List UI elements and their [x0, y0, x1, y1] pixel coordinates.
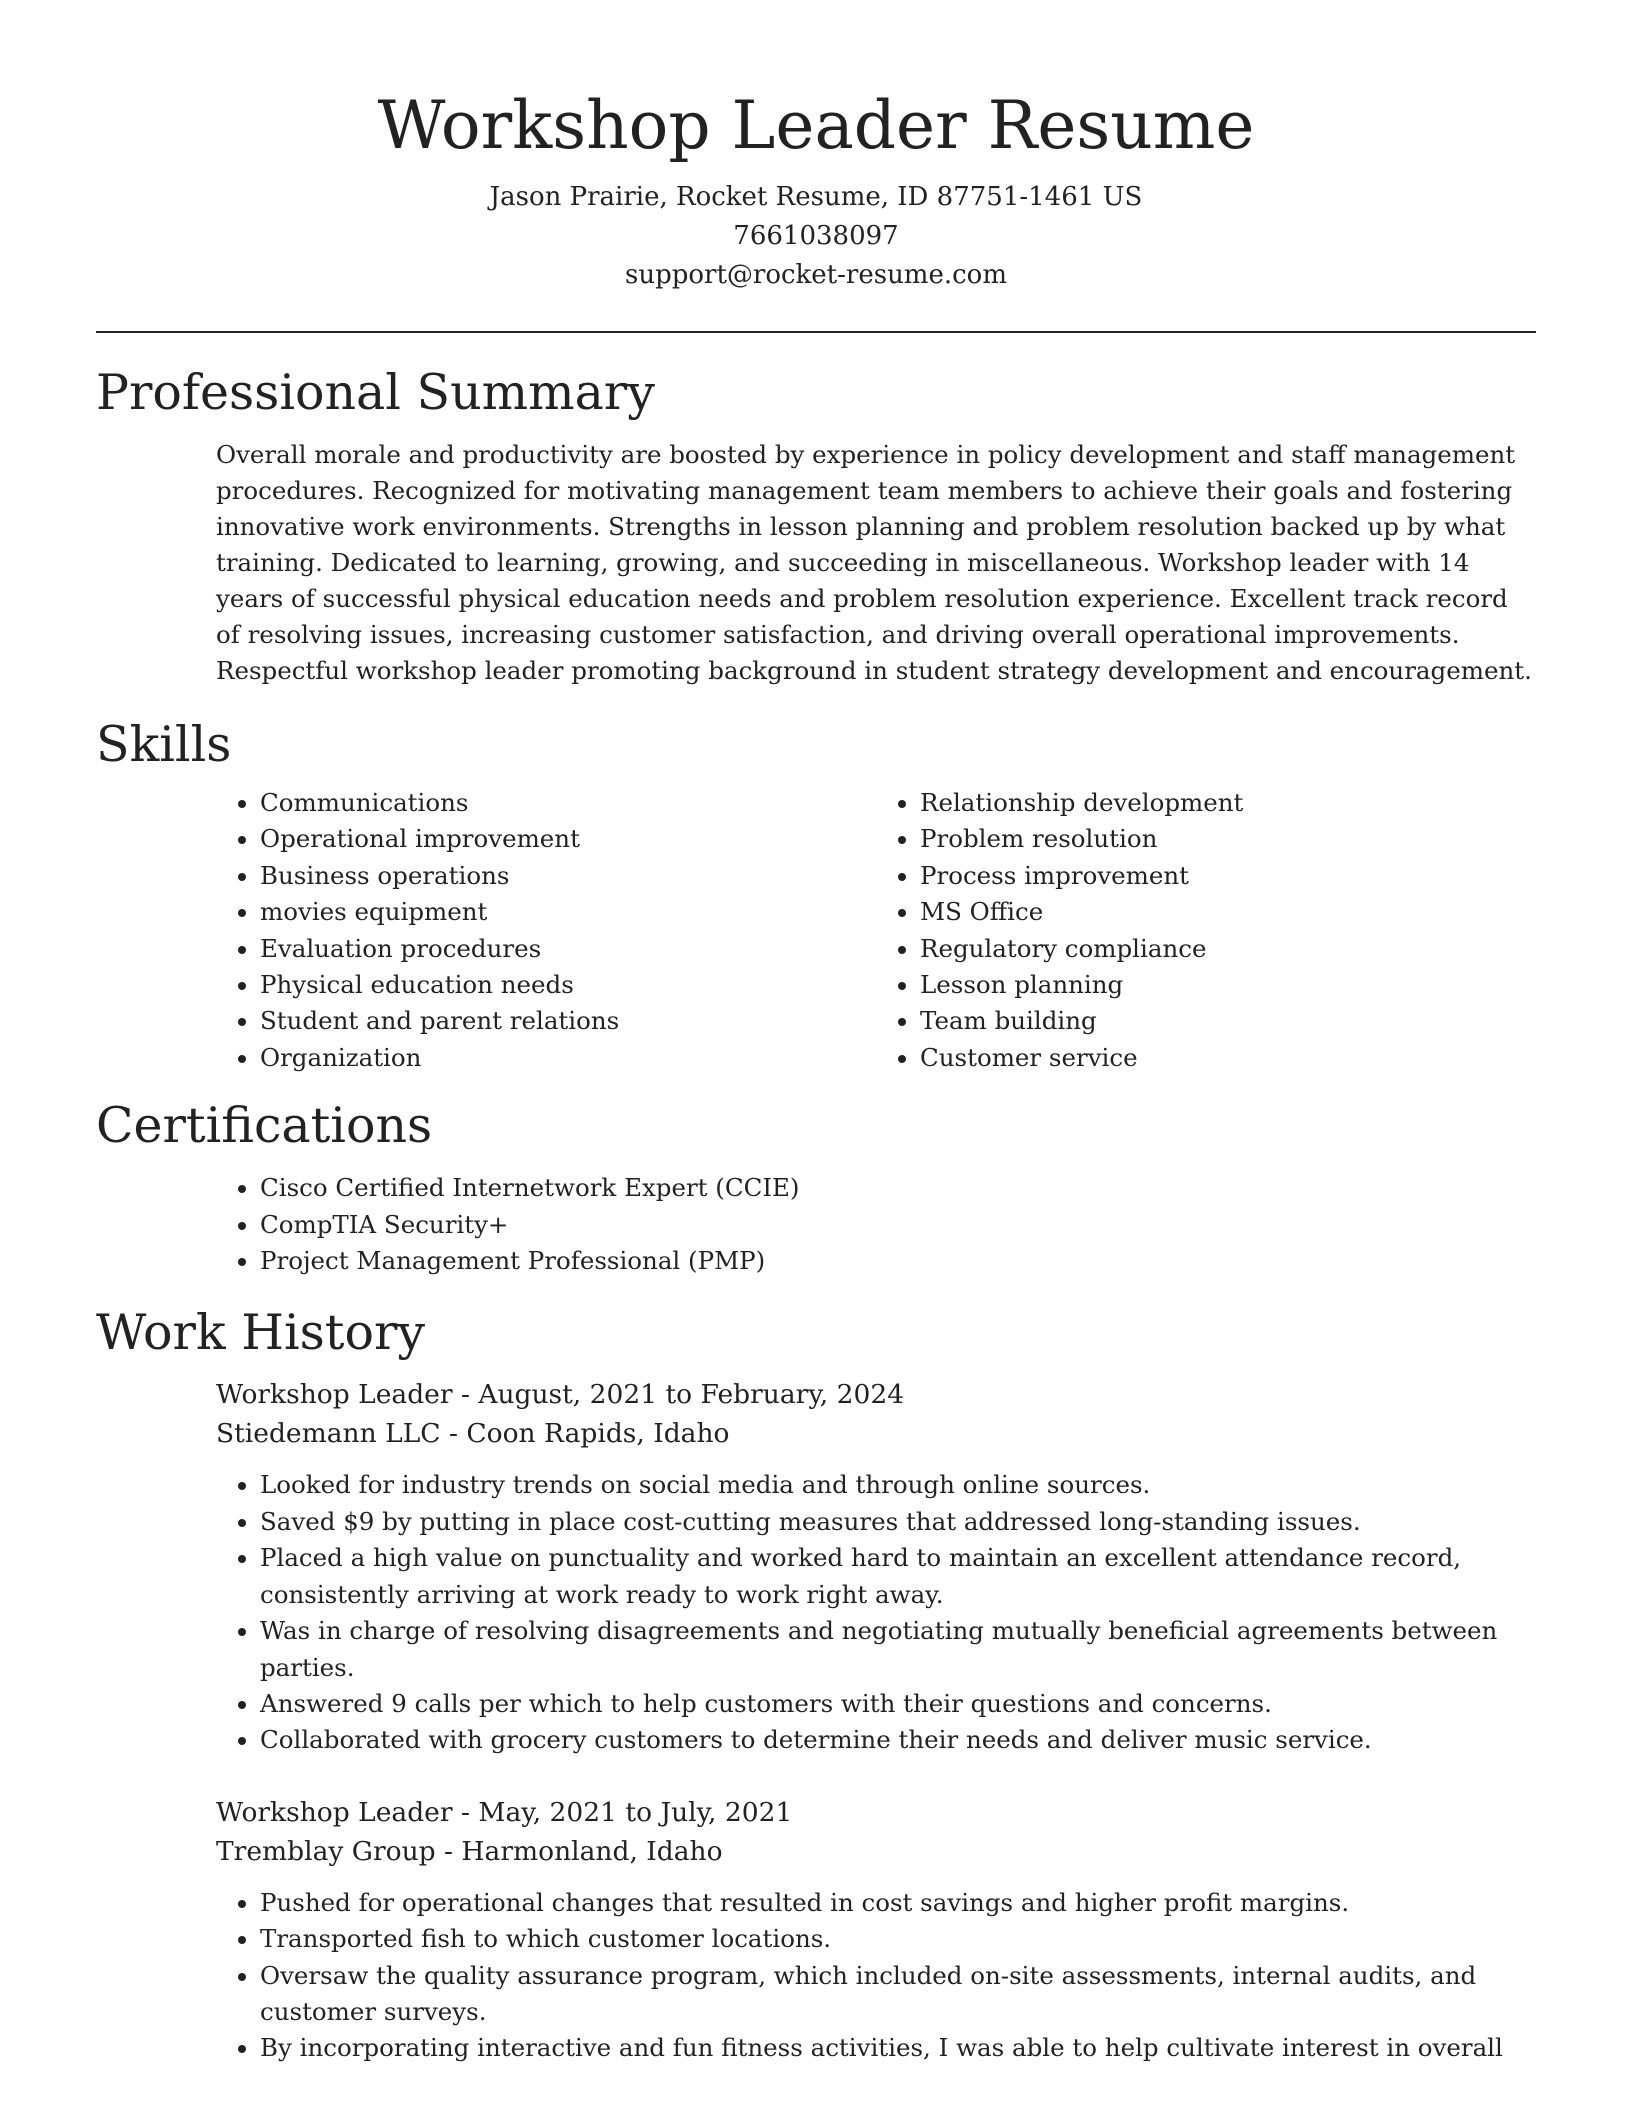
job-title-line: Workshop Leader - August, 2021 to February, 2024	[216, 1379, 905, 1411]
work-history-section	[96, 1303, 1536, 2066]
job-bullet: • By incorporating interactive and fun fitness activities, I was able to help cultivate interest in overall	[260, 2030, 1536, 2066]
skill-item: • Student and parent relations	[260, 1003, 876, 1039]
skill-item: • Problem resolution	[920, 821, 1536, 857]
skill-item: • Relationship development	[920, 785, 1536, 821]
job-bullet-list	[216, 1467, 1536, 1758]
summary-section	[96, 363, 1536, 689]
skill-item: • Organization	[260, 1040, 876, 1076]
contact-email: support@rocket-resume.com	[624, 260, 1007, 290]
skills-section	[96, 715, 1536, 1076]
job-bullet: • Answered 9 calls per which to help customers with their questions and concerns.	[260, 1686, 1536, 1722]
skill-item: • Evaluation procedures	[260, 931, 876, 967]
job-entry	[216, 1793, 1536, 2067]
job-bullet: • Saved $9 by putting in place cost-cutting measures that addressed long-standing issues.	[260, 1504, 1536, 1540]
job-bullet: • Collaborated with grocery customers to determine their needs and deliver music service.	[260, 1722, 1536, 1758]
certification-item: • Cisco Certified Internetwork Expert (CCIE)	[260, 1170, 1536, 1206]
skills-list-right	[876, 785, 1536, 1076]
summary-heading: Professional Summary	[96, 364, 655, 421]
skill-item: • Customer service	[920, 1040, 1536, 1076]
resume-page	[96, 0, 1536, 2067]
job-entry	[216, 1375, 1536, 1758]
skill-item: • Business operations	[260, 858, 876, 894]
skill-item: • Physical education needs	[260, 967, 876, 1003]
work-history-heading: Work History	[96, 1304, 426, 1362]
skills-heading: Skills	[96, 716, 232, 773]
page-title: Workshop Leader Resume	[377, 87, 1255, 164]
skills-columns	[216, 785, 1536, 1076]
job-bullet: • Placed a high value on punctuality and worked hard to maintain an excellent attendance record, consistently arriving at work ready to work right away.	[260, 1540, 1536, 1613]
header-divider	[96, 331, 1536, 333]
job-bullet-list	[216, 1885, 1536, 2067]
skill-item: • Operational improvement	[260, 821, 876, 857]
certifications-heading: Certifications	[96, 1097, 433, 1155]
certifications-list	[216, 1170, 1536, 1279]
job-bullet: • Transported fish to which customer locations.	[260, 1921, 1536, 1957]
job-bullet: • Pushed for operational changes that resulted in cost savings and higher profit margins.	[260, 1885, 1536, 1921]
skill-item: • MS Office	[920, 894, 1536, 930]
skill-item: • Regulatory compliance	[920, 931, 1536, 967]
contact-address: Jason Prairie, Rocket Resume, ID 87751-1461 US	[489, 182, 1143, 212]
certifications-section	[96, 1096, 1536, 1279]
skill-item: • movies equipment	[260, 894, 876, 930]
job-title-line: Workshop Leader - May, 2021 to July, 2021	[216, 1796, 793, 1828]
contact-block	[96, 178, 1536, 295]
contact-phone: 7661038097	[733, 221, 899, 251]
skill-item: • Team building	[920, 1003, 1536, 1039]
job-bullet: • Was in charge of resolving disagreements and negotiating mutually beneficial agreements between parties.	[260, 1613, 1536, 1686]
job-bullet: • Oversaw the quality assurance program, which included on-site assessments, internal audits, and customer surveys.	[260, 1958, 1536, 2031]
skill-item: • Process improvement	[920, 858, 1536, 894]
certification-item: • Project Management Professional (PMP)	[260, 1243, 1536, 1279]
skill-item: • Lesson planning	[920, 967, 1536, 1003]
skill-item: • Communications	[260, 785, 876, 821]
job-company-line: Stiedemann LLC - Coon Rapids, Idaho	[216, 1418, 730, 1450]
summary-text: Overall morale and productivity are boosted by experience in policy development and staff management procedures. Recognized for motivating management team members to achieve their goals and fostering innovative work environments. Strengths in lesson planning and problem resolution backed up by what training. Dedicated to learning, growing, and succeeding in miscellaneous. Workshop leader with 14 years of successful physical education needs and problem resolution experience. Excellent track record of resolving issues, increasing customer satisfaction, and driving overall operational improvements. Respectful workshop leader promoting background in student strategy development and encouragement.	[216, 440, 1532, 685]
certification-item: • CompTIA Security+	[260, 1207, 1536, 1243]
job-bullet: • Looked for industry trends on social media and through online sources.	[260, 1467, 1536, 1503]
skills-list-left	[216, 785, 876, 1076]
job-company-line: Tremblay Group - Harmonland, Idaho	[216, 1835, 723, 1867]
